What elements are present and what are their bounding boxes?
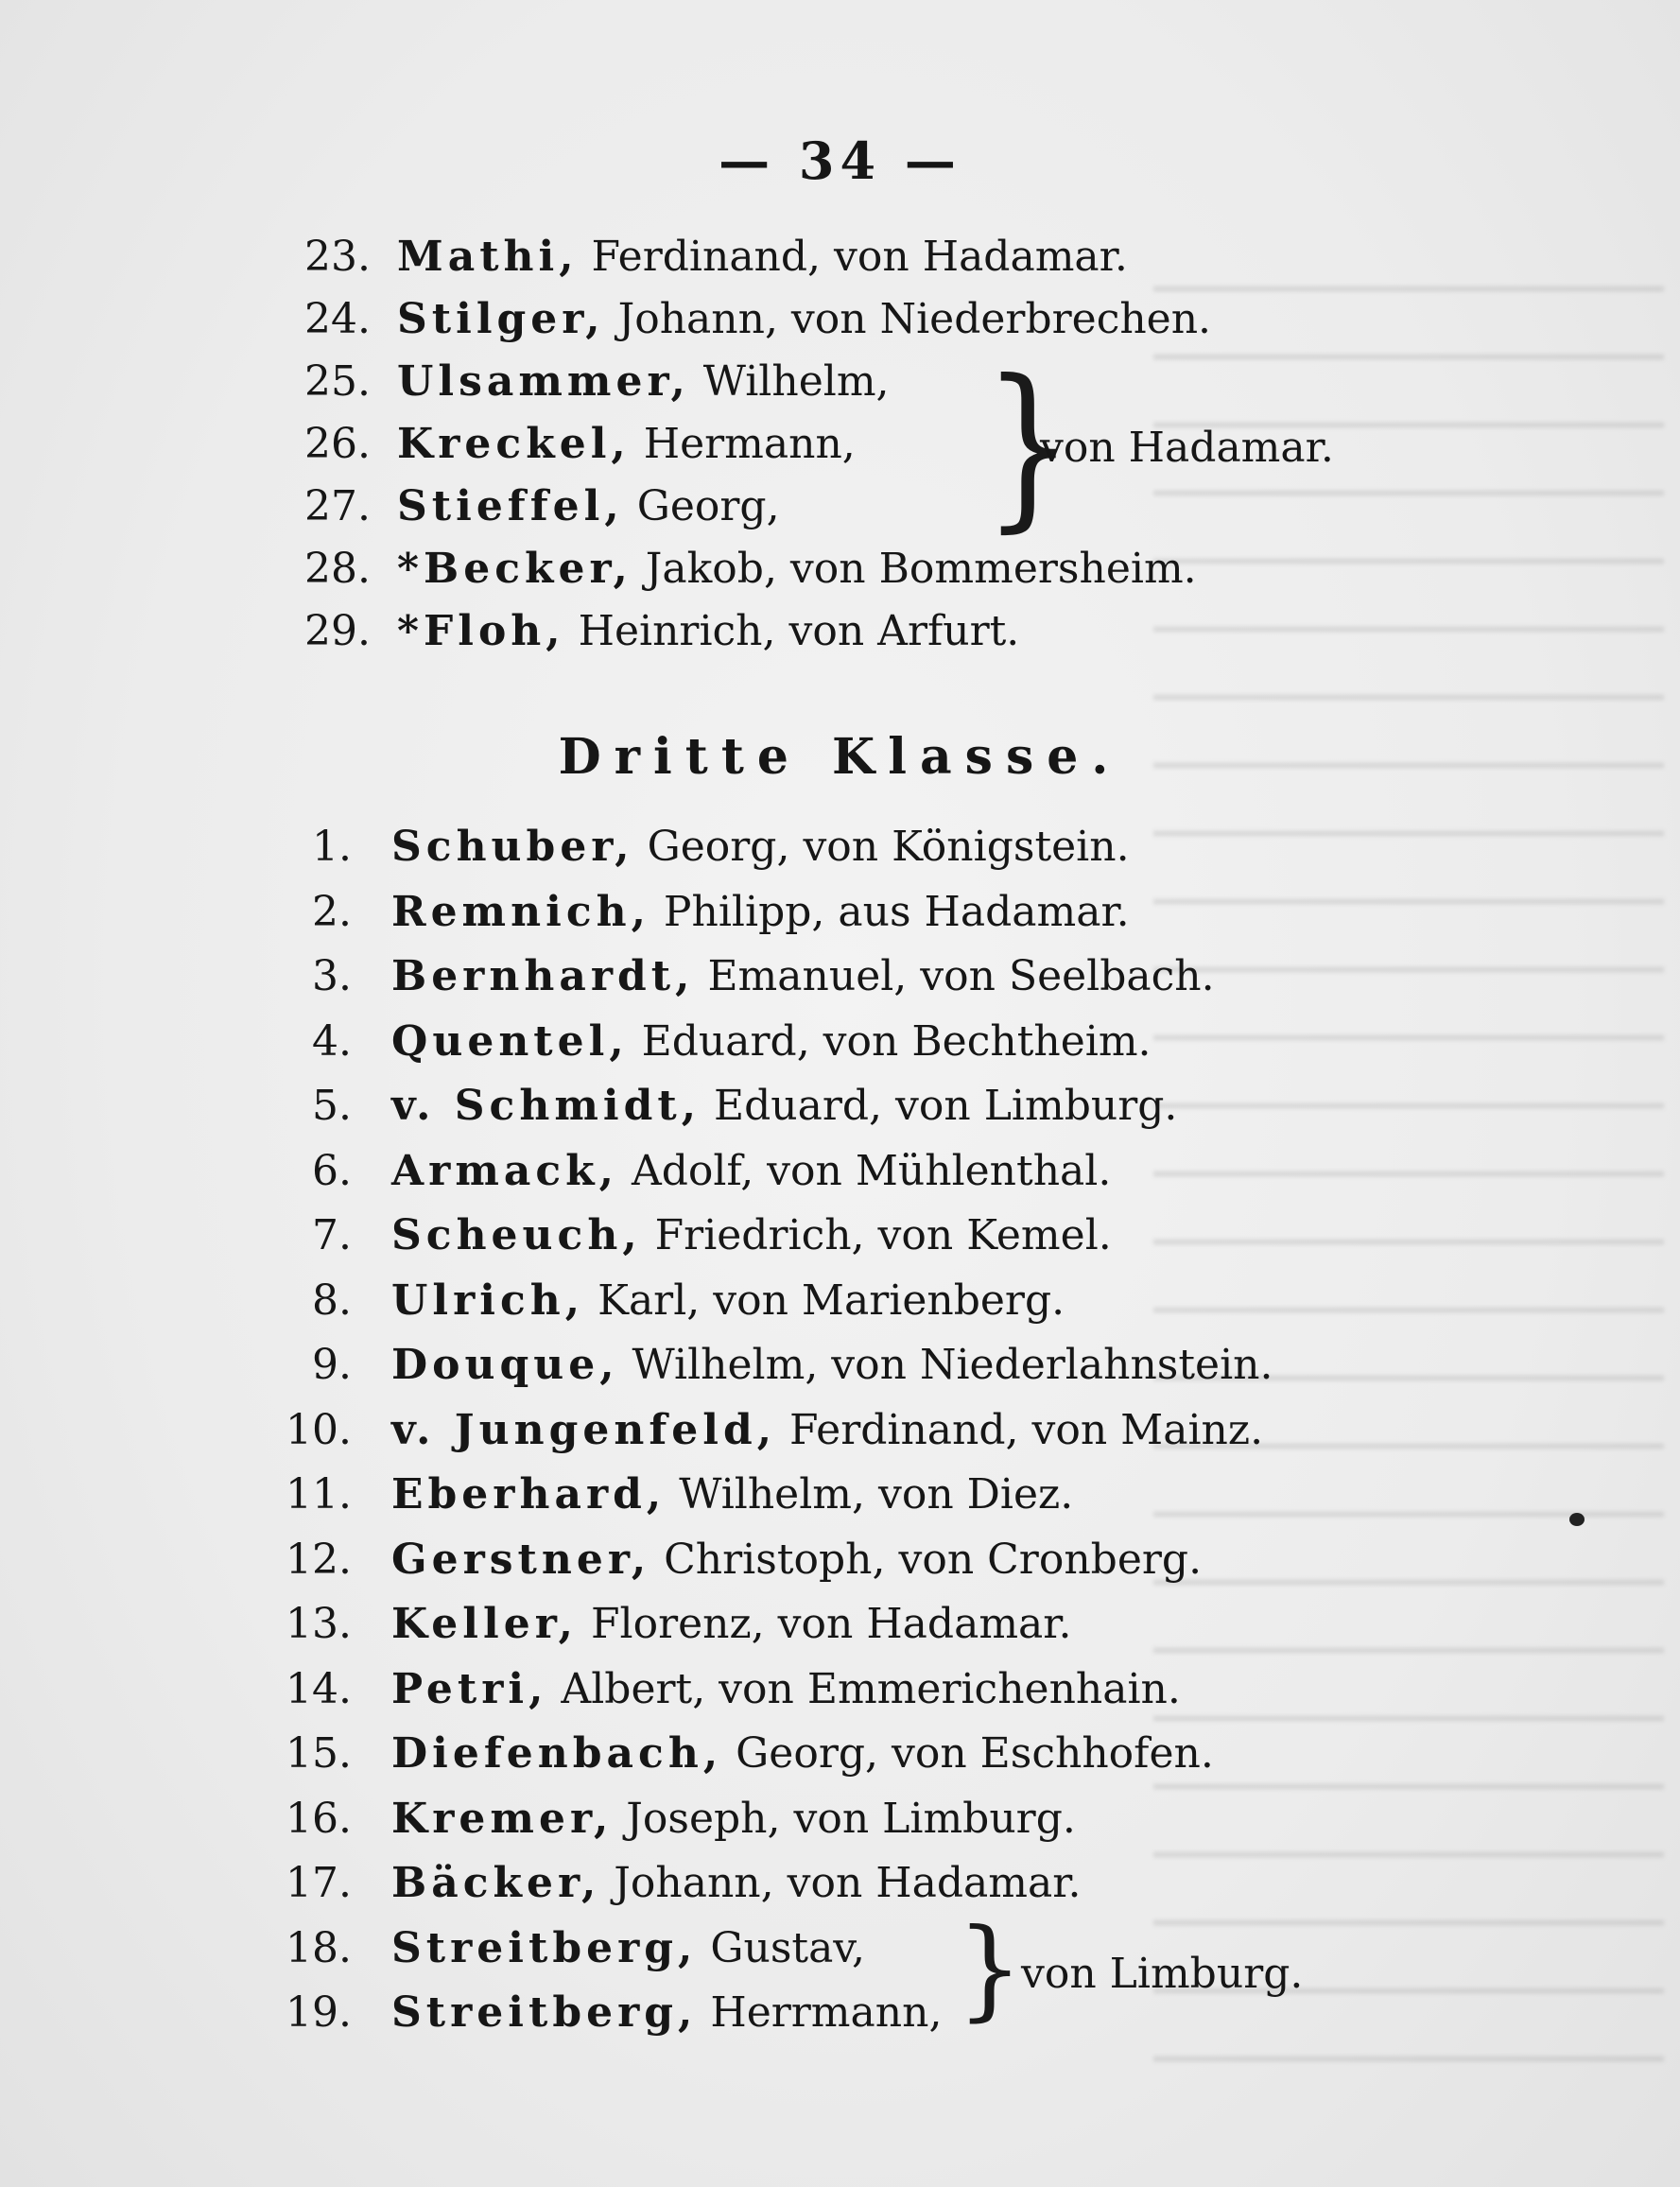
surname: Eberhard, xyxy=(391,1470,667,1519)
surname: Douque, xyxy=(391,1341,619,1389)
entry-text xyxy=(391,1724,1214,1784)
list-item xyxy=(0,539,1680,599)
surname: Scheuch, xyxy=(391,1211,642,1259)
entry-details: Heinrich, von Arfurt. xyxy=(564,607,1020,655)
entry-text xyxy=(397,477,780,537)
entry-number: 7. xyxy=(312,1211,352,1259)
entry-details: Georg, von Eschhofen. xyxy=(722,1729,1214,1778)
surname: Gerstner, xyxy=(391,1535,651,1584)
entry-number: 28. xyxy=(304,545,371,593)
entry-text xyxy=(391,1530,1202,1590)
entry-text xyxy=(391,1012,1152,1072)
entry-details: Albert, von Emmerichenhain. xyxy=(547,1664,1181,1713)
entry-number: 27. xyxy=(304,482,371,530)
surname: v. Jungenfeld, xyxy=(391,1405,777,1454)
brace-icon: } xyxy=(983,343,1074,549)
list-item xyxy=(0,1271,1680,1331)
entry-details: Jakob, von Bommersheim. xyxy=(632,545,1197,593)
entry-text xyxy=(391,1918,865,1979)
list-item xyxy=(0,1983,1680,2043)
entry-number: 29. xyxy=(304,607,371,655)
entry-number: 10. xyxy=(286,1405,352,1454)
surname: Petri, xyxy=(391,1664,548,1713)
entry-text xyxy=(391,1789,1076,1849)
list-item xyxy=(0,1141,1680,1202)
entry-details: Wilhelm, von Niederlahnstein. xyxy=(618,1341,1273,1389)
brace-label: von Limburg. xyxy=(1021,1950,1304,1998)
entry-details: Herrmann, xyxy=(697,1988,943,2037)
entry-text xyxy=(391,882,1130,943)
entry-text xyxy=(391,1594,1071,1655)
surname: Ulrich, xyxy=(391,1276,585,1325)
entry-details: Joseph, von Limburg. xyxy=(613,1794,1076,1843)
list-item xyxy=(0,1659,1680,1720)
list-item xyxy=(0,1335,1680,1396)
list-item xyxy=(0,352,1680,412)
entry-details: Friedrich, von Kemel. xyxy=(641,1211,1112,1259)
entry-number: 19. xyxy=(286,1988,352,2037)
entry-text xyxy=(397,227,1128,287)
surname: Kreckel, xyxy=(397,420,631,468)
list-item xyxy=(0,1076,1680,1137)
surname: Streitberg, xyxy=(391,1988,698,2037)
entry-number: 17. xyxy=(286,1859,352,1907)
surname: Quentel, xyxy=(391,1016,629,1066)
entry-details: Philipp, aus Hadamar. xyxy=(649,887,1130,936)
entry-details: Johann, von Hadamar. xyxy=(600,1859,1082,1907)
surname: Armack, xyxy=(391,1146,618,1195)
entry-number: 1. xyxy=(312,823,352,871)
entry-text xyxy=(391,1206,1112,1266)
surname: Streitberg, xyxy=(391,1923,698,1972)
list-item xyxy=(0,946,1680,1007)
entry-details: Eduard, von Limburg. xyxy=(701,1082,1178,1130)
list-item xyxy=(0,1012,1680,1072)
entry-text xyxy=(391,1400,1263,1461)
list-item xyxy=(0,1400,1680,1461)
entry-details: Eduard, von Bechtheim. xyxy=(628,1016,1152,1066)
entry-details: Georg, von Königstein. xyxy=(633,823,1130,871)
entry-number: 18. xyxy=(286,1923,352,1972)
list-item xyxy=(0,1853,1680,1914)
entry-text xyxy=(397,539,1197,599)
entry-text xyxy=(391,817,1130,877)
list-item xyxy=(0,289,1680,350)
entry-number: 24. xyxy=(304,295,371,343)
entry-number: 15. xyxy=(286,1729,352,1778)
entry-number: 8. xyxy=(312,1276,352,1325)
entry-text xyxy=(397,601,1019,662)
brace-icon: } xyxy=(957,1904,1023,2032)
entry-text xyxy=(397,414,856,475)
list-item xyxy=(0,1724,1680,1784)
entry-number: 5. xyxy=(312,1082,352,1130)
entry-number: 2. xyxy=(312,887,352,936)
surname: v. Schmidt, xyxy=(391,1082,701,1130)
list-item xyxy=(0,1206,1680,1266)
brace-label: von Hadamar. xyxy=(1040,424,1334,472)
surname: Schuber, xyxy=(391,823,634,871)
entry-details: Georg, xyxy=(623,482,780,530)
ink-speck xyxy=(1569,1513,1585,1526)
entry-text xyxy=(391,1076,1177,1137)
surname: *Floh, xyxy=(397,607,565,655)
entry-details: Christoph, von Cronberg. xyxy=(650,1535,1203,1584)
surname: Mathi, xyxy=(397,233,579,281)
entry-text xyxy=(391,1141,1111,1202)
surname: Stieffel, xyxy=(397,482,624,530)
entry-details: Johann, von Niederbrechen. xyxy=(604,295,1212,343)
list-item xyxy=(0,414,1680,475)
entry-details: Karl, von Marienberg. xyxy=(584,1276,1065,1325)
entry-number: 9. xyxy=(312,1341,352,1389)
entry-details: Ferdinand, von Mainz. xyxy=(776,1405,1264,1454)
entry-number: 3. xyxy=(312,952,352,1000)
entry-details: Wilhelm, von Diez. xyxy=(666,1470,1074,1519)
entry-number: 26. xyxy=(304,420,371,468)
list-item xyxy=(0,1789,1680,1849)
surname: Diefenbach, xyxy=(391,1729,723,1778)
entry-text xyxy=(397,352,890,412)
entry-text xyxy=(391,1983,942,2043)
list-item xyxy=(0,1918,1680,1979)
surname: Kremer, xyxy=(391,1794,614,1843)
entry-text xyxy=(391,946,1215,1007)
entry-number: 4. xyxy=(312,1016,352,1066)
list-item xyxy=(0,817,1680,877)
entry-details: Hermann, xyxy=(630,420,856,468)
entry-number: 6. xyxy=(312,1146,352,1195)
entry-text xyxy=(391,1659,1181,1720)
entry-details: Ferdinand, von Hadamar. xyxy=(578,233,1128,281)
entry-details: Wilhelm, xyxy=(689,357,890,406)
entry-number: 14. xyxy=(286,1664,352,1713)
entry-text xyxy=(391,1465,1073,1525)
entry-number: 13. xyxy=(286,1600,352,1648)
entry-details: Florenz, von Hadamar. xyxy=(578,1600,1072,1648)
list-item xyxy=(0,227,1680,287)
entry-details: Gustav, xyxy=(697,1923,865,1972)
surname: Bäcker, xyxy=(391,1859,601,1907)
list-item xyxy=(0,1530,1680,1590)
surname: Stilger, xyxy=(397,295,605,343)
surname: Remnich, xyxy=(391,887,650,936)
entry-text xyxy=(397,289,1211,350)
page-number: — 34 — xyxy=(719,130,961,191)
surname: Bernhardt, xyxy=(391,952,695,1000)
surname: Ulsammer, xyxy=(397,357,690,406)
entry-number: 11. xyxy=(286,1470,352,1519)
entry-number: 23. xyxy=(304,233,371,281)
list-item xyxy=(0,601,1680,662)
entry-details: Adolf, von Mühlenthal. xyxy=(617,1146,1112,1195)
surname: Keller, xyxy=(391,1600,578,1648)
surname: *Becker, xyxy=(397,545,632,593)
entry-text xyxy=(391,1271,1065,1331)
entry-number: 25. xyxy=(304,357,371,406)
entry-number: 12. xyxy=(286,1535,352,1584)
section-heading: Dritte Klasse. xyxy=(558,728,1122,786)
list-item xyxy=(0,882,1680,943)
list-item xyxy=(0,1465,1680,1525)
entry-number: 16. xyxy=(286,1794,352,1843)
list-item xyxy=(0,477,1680,537)
entry-text xyxy=(391,1335,1273,1396)
list-item xyxy=(0,1594,1680,1655)
entry-details: Emanuel, von Seelbach. xyxy=(694,952,1215,1000)
